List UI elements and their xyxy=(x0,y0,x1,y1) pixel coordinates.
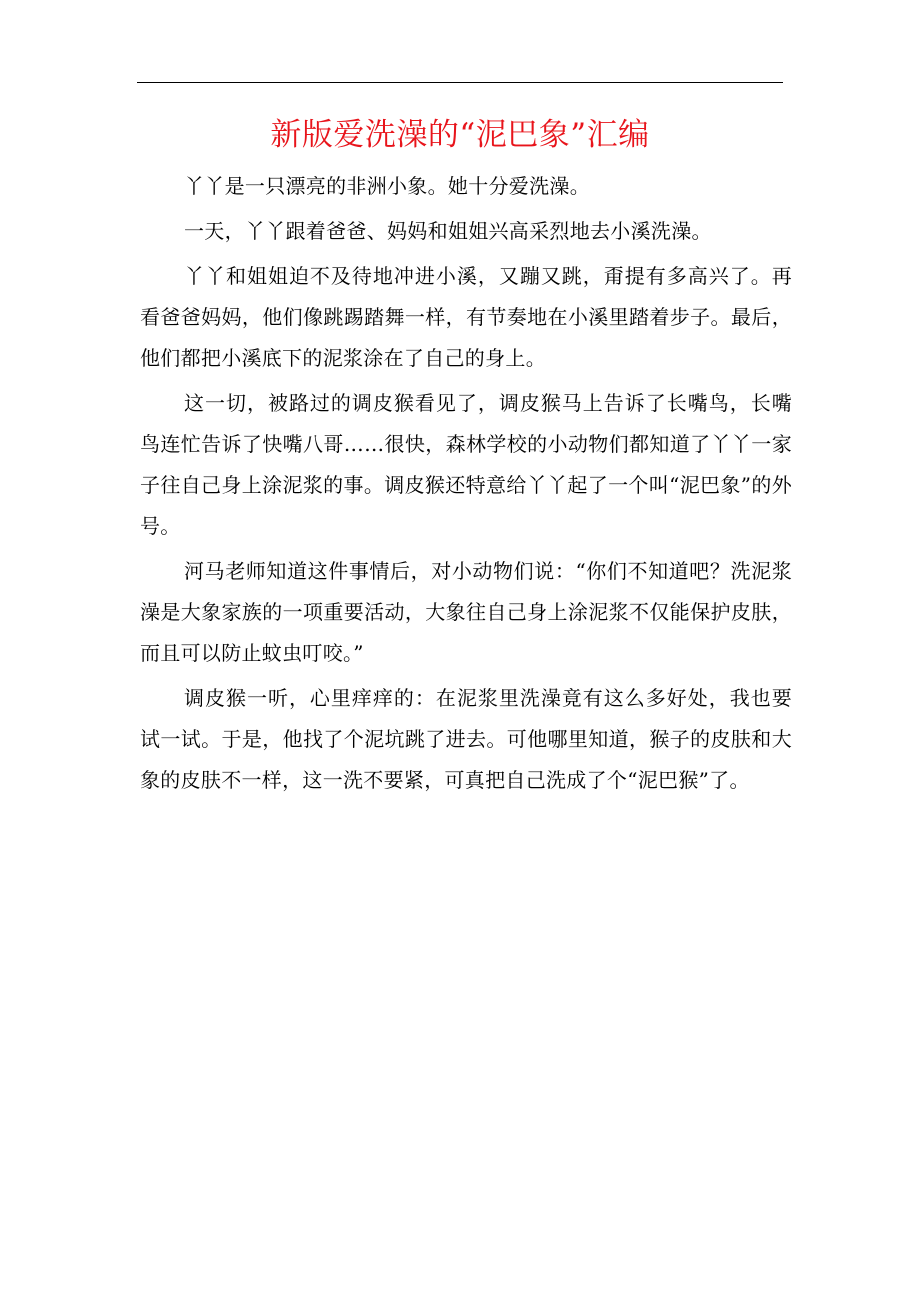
paragraph-6: 调皮猴一听，心里痒痒的：在泥浆里洗澡竟有这么多好处，我也要试一试。于是，他找了个泥坑跳了进去。可他哪里知道，猴子的皮肤和大象的皮肤不一样，这一洗不要紧，可真把自己洗成了个“泥巴猴”了。 xyxy=(140,686,792,792)
document-body xyxy=(140,166,792,801)
header-rule xyxy=(137,82,783,83)
paragraph-2: 一天，丫丫跟着爸爸、妈妈和姐姐兴高采烈地去小溪洗澡。 xyxy=(184,219,712,243)
paragraph-1: 丫丫是一只漂亮的非洲小象。她十分爱洗澡。 xyxy=(184,174,590,198)
document-title: 新版爱洗澡的“泥巴象”汇编 xyxy=(270,117,650,153)
paragraph-4: 这一切，被路过的调皮猴看见了，调皮猴马上告诉了长嘴鸟，长嘴鸟连忙告诉了快嘴八哥……很快，森林学校的小动物们都知道了丫丫一家子往自己身上涂泥浆的事。调皮猴还特意给丫丫起了一个叫“泥巴象”的外号。 xyxy=(140,391,792,538)
paragraph-5: 河马老师知道这件事情后，对小动物们说：“你们不知道吧？洗泥浆澡是大象家族的一项重要活动，大象往自己身上涂泥浆不仅能保护皮肤，而且可以防止蚊虫叮咬。” xyxy=(140,559,792,665)
paragraph-3: 丫丫和姐姐迫不及待地冲进小溪，又蹦又跳，甭提有多高兴了。再看爸爸妈妈，他们像跳踢踏舞一样，有节奏地在小溪里踏着步子。最后，他们都把小溪底下的泥浆涂在了自己的身上。 xyxy=(140,264,792,370)
